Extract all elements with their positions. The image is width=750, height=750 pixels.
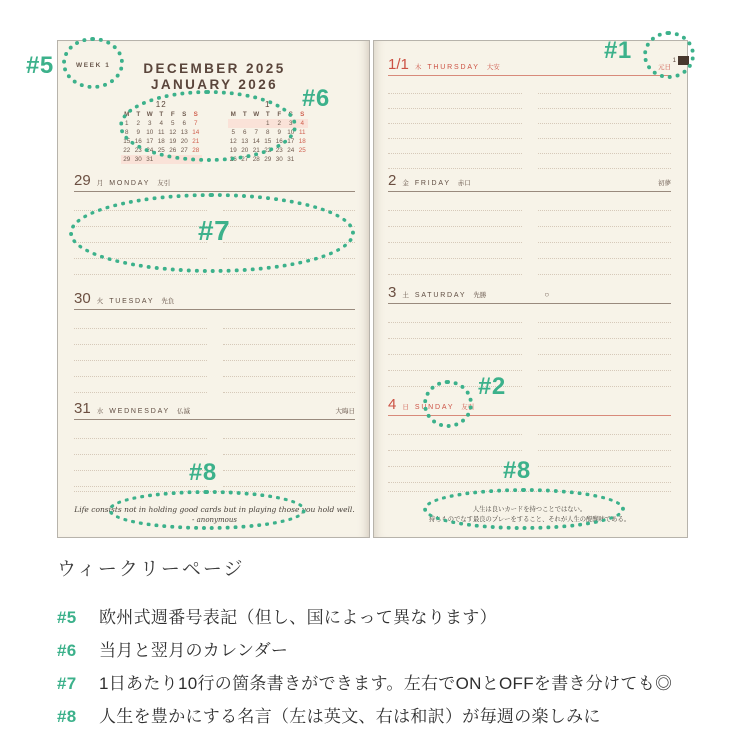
- calendar-day-cell: 21: [192, 138, 200, 145]
- calendar-day-cell: 8: [124, 129, 129, 136]
- calendar-day-cell: 11: [157, 129, 165, 136]
- ruled-line: [223, 423, 356, 439]
- moon-phase-icon: ○: [544, 290, 550, 299]
- calendar-day-cell: 19: [229, 147, 237, 154]
- calendar-day-cell: 13: [241, 138, 249, 145]
- day-header: [74, 173, 355, 192]
- ruled-line: [538, 243, 672, 259]
- ruled-line: [538, 259, 672, 275]
- calendar-day-cell: 13: [180, 129, 188, 136]
- calendar-day-cell: 18: [298, 138, 306, 145]
- calendar-day-cell: 19: [169, 138, 177, 145]
- ruled-line: [223, 329, 356, 345]
- ruled-line: [388, 109, 522, 124]
- ruled-line: [538, 94, 672, 109]
- calendar-day-header: W: [253, 111, 260, 118]
- line-column: [74, 423, 207, 491]
- day-rokuyo: 大安: [486, 64, 500, 71]
- calendar-day-cell: 18: [157, 138, 165, 145]
- calendar-month-number: 1: [265, 100, 271, 109]
- quote-text: Life consists not in holding good cards but in playing those you hold well.: [74, 505, 355, 514]
- calendar-day-header: M: [230, 111, 236, 118]
- ruled-line: [388, 154, 522, 169]
- ruled-line: [74, 471, 207, 487]
- day-note: 初夢: [658, 180, 671, 187]
- calendar-day-cell: 12: [229, 138, 237, 145]
- calendar-day-cell: 27: [241, 156, 249, 163]
- day-weekday: WEDNESDAY: [109, 408, 170, 415]
- calendar-day-cell: 2: [136, 120, 140, 127]
- calendar-day-cell: 23: [275, 147, 283, 154]
- day-weekday-kanji: 月: [96, 180, 104, 187]
- ruled-line: [388, 243, 522, 259]
- caption-list: [57, 607, 707, 728]
- calendar-day-header: T: [242, 111, 247, 118]
- caption-item: [57, 640, 707, 662]
- caption-item-text: 人生を豊かにする名言（左は英文、右は和訳）が毎週の楽しみに: [99, 707, 601, 726]
- ruled-line: [538, 211, 672, 227]
- ruled-line: [223, 313, 356, 329]
- annotation-circle-1: [643, 31, 695, 79]
- ruled-line: [538, 109, 672, 124]
- annotation-circle-8-left: [108, 490, 306, 530]
- ruled-line: [538, 323, 672, 339]
- calendar-day-cell: 12: [169, 129, 177, 136]
- calendar-day-cell: 2: [274, 119, 286, 128]
- ruled-line: [388, 227, 522, 243]
- annotation-circle-8-right: [423, 488, 625, 530]
- calendar-day-header: F: [170, 111, 175, 118]
- ruled-line: [388, 467, 522, 483]
- line-column: [223, 313, 356, 393]
- calendar-day-cell: 22: [123, 147, 131, 154]
- day-header: [74, 291, 355, 310]
- calendar-day-cell: 4: [159, 120, 163, 127]
- day-note: 元日: [658, 64, 671, 71]
- quote-translation-line2: 持ちものでなす最良のプレーをすること、それが人生の醍醐味である。: [428, 515, 631, 523]
- day-date: 29: [74, 173, 91, 189]
- calendar-day-cell: 11: [298, 129, 306, 136]
- calendar-day-cell: 8: [265, 129, 270, 136]
- day-note: 大晦日: [335, 408, 355, 415]
- caption-item: [57, 706, 707, 728]
- calendar-day-header: S: [300, 111, 305, 118]
- calendar-day-cell: 10: [146, 129, 154, 136]
- calendar-day-cell: 22: [264, 147, 272, 154]
- calendar-day-cell: 26: [229, 156, 237, 163]
- calendar-day-header: W: [146, 111, 153, 118]
- calendar-day-cell: 15: [123, 138, 131, 145]
- ruled-line: [538, 355, 672, 371]
- day-weekday-kanji: 木: [414, 64, 422, 71]
- ruled-line: [538, 419, 672, 435]
- annotation-label-7: #7: [198, 215, 231, 246]
- annotation-label-8-right: #8: [503, 457, 531, 484]
- caption-item: [57, 673, 707, 695]
- day-weekday-kanji: 土: [402, 292, 409, 299]
- annotation-circle-5: [62, 37, 124, 89]
- ruled-line: [388, 195, 522, 211]
- ruled-line: [74, 329, 207, 345]
- quote-translation-line1: 人生は良いカードを持つことではない。: [472, 506, 587, 513]
- ruled-line: [388, 211, 522, 227]
- right-day-list: [388, 57, 671, 491]
- calendar-day-header: T: [265, 111, 270, 118]
- calendar-day-cell: 15: [264, 138, 272, 145]
- ruled-line: [388, 139, 522, 154]
- ruled-line: [538, 154, 672, 169]
- ruled-line: [223, 471, 356, 487]
- annotation-label-8-left: #8: [189, 459, 217, 486]
- day-weekday: SUNDAY: [414, 404, 455, 411]
- day-weekday: TUESDAY: [109, 298, 155, 305]
- calendar-day-cell: 31: [287, 156, 295, 163]
- ruled-line: [223, 439, 356, 455]
- calendar-day-cell: 14: [192, 129, 200, 136]
- ruled-line: [223, 377, 356, 393]
- ruled-line: [538, 124, 672, 139]
- day-header: [388, 173, 671, 192]
- ruled-line: [388, 259, 522, 275]
- day-block: [388, 173, 671, 285]
- calendar-day-cell: 17: [146, 138, 154, 145]
- annotation-label-5: #5: [26, 52, 54, 79]
- ruled-line: [538, 451, 672, 467]
- title-month-1: DECEMBER 2025: [143, 61, 286, 76]
- day-date: 4: [388, 397, 397, 413]
- calendar-day-cell: 26: [169, 147, 177, 154]
- ruled-line: [388, 307, 522, 323]
- calendar-day-cell: 7: [254, 129, 258, 136]
- ruled-line: [223, 455, 356, 471]
- line-column: [388, 195, 522, 275]
- ruled-line: [223, 345, 356, 361]
- annotation-label-6: #6: [302, 85, 330, 112]
- ruled-line: [538, 371, 672, 387]
- caption-item-number: #6: [57, 641, 77, 660]
- calendar-day-header: S: [182, 111, 187, 118]
- day-writing-lines: [388, 304, 671, 387]
- calendar-day-cell: 25: [298, 147, 306, 154]
- calendar-day-cell: 20: [180, 138, 188, 145]
- day-header: [388, 285, 671, 304]
- calendar-day-cell: 30: [275, 156, 283, 163]
- day-weekday: THURSDAY: [427, 64, 480, 71]
- day-weekday-kanji: 火: [96, 298, 104, 305]
- day-weekday: MONDAY: [109, 180, 151, 187]
- line-column: [538, 79, 672, 169]
- caption-item-text: 当月と翌月のカレンダー: [99, 641, 289, 660]
- calendar-day-cell: 25: [157, 147, 165, 154]
- ruled-line: [538, 195, 672, 211]
- calendar-day-cell: 27: [180, 147, 188, 154]
- ruled-line: [388, 355, 522, 371]
- caption-section: [57, 554, 707, 739]
- ruled-line: [223, 361, 356, 377]
- calendar-day-cell: 6: [242, 129, 247, 136]
- ruled-line: [388, 435, 522, 451]
- ruled-line: [388, 124, 522, 139]
- calendar-day-cell: 20: [241, 147, 249, 154]
- calendar-day-cell: 29: [264, 156, 272, 163]
- week-number-label: WEEK 1: [76, 62, 111, 69]
- day-weekday-kanji: 日: [402, 404, 409, 411]
- calendar-day-cell: 9: [136, 129, 140, 136]
- day-rokuyo: 先負: [161, 298, 175, 305]
- calendar-day-cell: 21: [252, 147, 260, 154]
- caption-item: [57, 607, 707, 629]
- annotation-circle-2: [423, 380, 473, 428]
- day-weekday-kanji: 金: [402, 180, 409, 187]
- day-rokuyo: 仏滅: [177, 408, 190, 415]
- day-header: [74, 401, 355, 420]
- day-rokuyo: 友引: [157, 180, 171, 187]
- calendar-day-cell: 3: [147, 120, 152, 127]
- line-column: [538, 195, 672, 275]
- day-date: 3: [388, 285, 397, 301]
- day-weekday: SATURDAY: [414, 292, 467, 299]
- caption-item-number: #7: [57, 674, 77, 693]
- ruled-line: [388, 323, 522, 339]
- ruled-line: [388, 94, 522, 109]
- calendar-day-cell: 16: [134, 138, 142, 145]
- ruled-line: [538, 139, 672, 154]
- ruled-line: [538, 227, 672, 243]
- calendar-day-cell: 4: [297, 119, 309, 128]
- day-writing-lines: [388, 76, 671, 169]
- calendar-day-cell: 6: [182, 120, 186, 127]
- calendar-day-header: S: [193, 111, 198, 118]
- calendar-day-header: T: [159, 111, 164, 118]
- ruled-line: [74, 377, 207, 393]
- ruled-line: [74, 361, 207, 377]
- ruled-line: [538, 467, 672, 483]
- calendar-day-cell: 5: [231, 129, 235, 136]
- ruled-line: [388, 339, 522, 355]
- calendar-day-cell: 9: [277, 129, 281, 136]
- calendar-day-cell: 7: [193, 120, 198, 127]
- calendar-day-cell: 16: [275, 138, 283, 145]
- calendar-day-cell: 24: [146, 147, 154, 154]
- calendar-day-header: S: [288, 111, 293, 118]
- line-column: [74, 313, 207, 393]
- annotation-label-1: #1: [604, 37, 632, 64]
- line-column: [538, 307, 672, 387]
- calendar-day-cell: 31: [144, 155, 156, 164]
- day-date: 31: [74, 401, 91, 417]
- calendar-day-cell: 1: [262, 119, 274, 128]
- day-rokuyo: 先勝: [473, 292, 487, 299]
- caption-heading: ウィークリーページ: [57, 559, 245, 580]
- caption-item-text: 欧州式週番号表記（但し、国によって異なります）: [99, 608, 497, 627]
- line-column: [388, 79, 522, 169]
- calendar-day-cell: 30: [133, 155, 145, 164]
- ruled-line: [74, 455, 207, 471]
- day-block: [388, 285, 671, 397]
- day-rokuyo: 赤口: [457, 180, 471, 187]
- day-weekday-kanji: 水: [96, 408, 104, 415]
- calendar-day-cell: 23: [134, 147, 142, 154]
- day-date: 2: [388, 173, 397, 189]
- calendar-month-number: 12: [155, 100, 167, 109]
- ruled-line: [388, 451, 522, 467]
- calendar-day-header: F: [277, 111, 282, 118]
- calendar-day-cell: 28: [252, 156, 260, 163]
- quote-attribution: - anonymous: [192, 516, 237, 524]
- ruled-line: [538, 435, 672, 451]
- ruled-line: [74, 313, 207, 329]
- day-block: [74, 291, 355, 401]
- calendar-day-cell: 24: [287, 147, 295, 154]
- day-date: 30: [74, 291, 91, 307]
- calendar-day-cell: 28: [192, 147, 200, 154]
- line-column: [538, 419, 672, 491]
- month-tab-number: 1: [672, 57, 676, 64]
- day-block: [388, 57, 671, 173]
- caption-item-text: 1日あたり10行の箇条書きができます。左右でONとOFFを書き分けても◎: [99, 674, 673, 693]
- calendar-day-header: T: [136, 111, 141, 118]
- line-column: [223, 423, 356, 491]
- calendar-day-cell: 1: [124, 120, 129, 127]
- calendar-day-cell: [297, 155, 309, 164]
- day-weekday: FRIDAY: [414, 180, 451, 187]
- ruled-line: [538, 339, 672, 355]
- title-month-2: JANUARY 2026: [150, 77, 279, 92]
- calendar-day-cell: 17: [287, 138, 295, 145]
- calendar-day-cell: 29: [121, 155, 133, 164]
- annotation-circle-6: [119, 90, 297, 162]
- day-date: 1/1: [388, 57, 409, 73]
- calendar-day-cell: 14: [252, 138, 260, 145]
- line-column: [388, 419, 522, 491]
- annotation-label-2: #2: [478, 373, 506, 400]
- ruled-line: [538, 307, 672, 323]
- caption-item-number: #5: [57, 608, 77, 627]
- calendar-day-cell: 10: [287, 129, 295, 136]
- ruled-line: [74, 439, 207, 455]
- ruled-line: [74, 345, 207, 361]
- day-writing-lines: [74, 310, 355, 393]
- day-rokuyo: 友引: [461, 404, 475, 411]
- calendar-day-cell: 3: [285, 119, 297, 128]
- caption-item-number: #8: [57, 707, 77, 726]
- calendar-day-cell: 5: [170, 120, 175, 127]
- day-writing-lines: [388, 192, 671, 275]
- calendar-day-header: M: [124, 111, 130, 118]
- ruled-line: [388, 79, 522, 94]
- ruled-line: [74, 423, 207, 439]
- ruled-line: [538, 79, 672, 94]
